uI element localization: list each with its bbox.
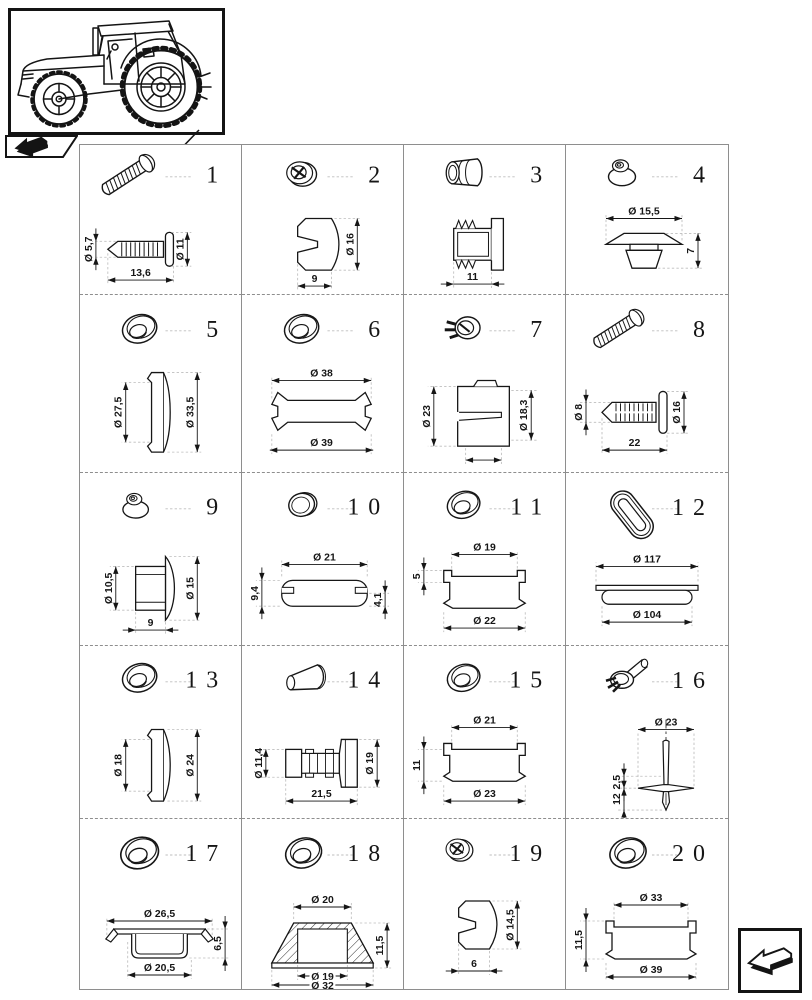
part-cell-19 (404, 819, 566, 989)
parts-grid (79, 144, 729, 990)
dimension-drawing (114, 373, 202, 453)
dim-label: Ø 38 (310, 368, 333, 380)
cross-slot-clip-pictorial-icon (446, 839, 473, 861)
item-number: 18 (347, 840, 390, 868)
two-tier-grommet-pictorial-icon (123, 493, 148, 518)
part-cell-2 (242, 145, 404, 295)
part-cell-15 (404, 646, 566, 819)
dim-label: Ø 16 (345, 233, 357, 256)
item-number: 19 (509, 840, 552, 868)
dim-label: 9 (311, 274, 318, 286)
part-cell-9 (80, 473, 242, 646)
part-cell-8 (566, 295, 728, 473)
dim-label: Ø 32 (311, 980, 334, 989)
part-cell-4 (566, 145, 728, 295)
dim-label: Ø 33,5 (185, 396, 197, 428)
item-number: 1 (206, 162, 228, 189)
dim-label: Ø 18 (113, 753, 125, 777)
dim-label: Ø 27,5 (113, 396, 125, 428)
item-number: 8 (693, 316, 714, 343)
dimension-drawing (446, 901, 522, 975)
grommet-pictorial-icon (606, 833, 650, 872)
dim-label: Ø 18,3 (519, 399, 531, 431)
item-number: 14 (347, 667, 390, 694)
item-number: 10 (347, 494, 390, 521)
grommet-pictorial-icon (281, 310, 323, 347)
part-cell-20 (566, 819, 728, 989)
dim-label: 2,5 (611, 774, 624, 790)
part-cell-13 (80, 646, 242, 819)
dim-label: Ø 8 (573, 403, 586, 421)
dim-label: Ø 21 (473, 715, 496, 727)
dim-label: Ø 23 (421, 405, 433, 428)
dimension-drawing (104, 557, 201, 635)
item-number: 13 (185, 667, 228, 694)
dimension-drawing (606, 207, 702, 269)
dimension-drawing (272, 895, 391, 989)
tractor-thumbnail (8, 8, 225, 135)
dim-label: Ø 22 (473, 616, 496, 628)
dimension-drawing (596, 555, 698, 627)
part-cell-18 (242, 819, 404, 989)
cross-slot-clip-pictorial-icon (287, 162, 317, 186)
tractor-icon (11, 11, 222, 132)
part-cell-7 (404, 295, 566, 473)
item-number: 5 (206, 316, 228, 343)
dim-label: Ø 33 (639, 892, 663, 904)
dim-label: Ø 11,4 (253, 747, 265, 779)
part-cell-12 (566, 473, 728, 646)
part-cell-11 (404, 473, 566, 646)
dim-label: 6,5 (213, 936, 225, 951)
screw-pictorial-icon (590, 306, 647, 352)
dimension-drawing (114, 730, 202, 802)
dim-label: 21,5 (311, 789, 332, 801)
dim-label: 5 (411, 573, 423, 580)
dim-label: Ø 19 (365, 752, 377, 775)
dim-label: 9 (147, 618, 154, 630)
grommet-pictorial-icon (444, 487, 484, 522)
part-cell-3 (404, 145, 566, 295)
dim-label: 9,4 (249, 586, 261, 601)
ribbed-plug-pictorial-icon (446, 159, 482, 186)
dim-label: Ø 23 (473, 789, 496, 801)
item-number: 3 (530, 162, 552, 189)
dim-label: Ø 19 (311, 971, 334, 983)
grommet-pictorial-icon (282, 833, 326, 872)
dimension-drawing (612, 718, 694, 818)
dim-label: Ø 11 (175, 238, 187, 261)
dim-label: 11,5 (375, 935, 387, 956)
dimension-drawing (298, 219, 362, 291)
part-cell-16 (566, 646, 728, 819)
item-number: 17 (185, 840, 228, 868)
part-cell-5 (80, 295, 242, 473)
forward-arrow-icon (745, 943, 795, 979)
item-number: 20 (672, 841, 714, 867)
dim-label: Ø 19 (473, 542, 496, 554)
dim-label: Ø 117 (633, 554, 661, 566)
item-number: 12 (672, 494, 714, 521)
dimension-drawing (573, 892, 696, 981)
part-cell-17 (80, 819, 242, 989)
dim-label: Ø 21 (313, 552, 336, 564)
dimension-drawing (422, 381, 537, 465)
prong-clip-pictorial-icon (445, 317, 480, 339)
rivet-pictorial-icon (606, 659, 648, 692)
item-number: 4 (692, 162, 714, 189)
dim-label: Ø 20,5 (143, 962, 176, 975)
dimension-drawing (441, 219, 505, 289)
dim-label: 4,1 (373, 592, 385, 608)
dim-label: 11 (467, 272, 479, 284)
dim-label: Ø 39 (310, 438, 333, 450)
screw-pictorial-icon (98, 151, 158, 199)
item-number: 15 (509, 667, 552, 694)
grommet-pictorial-icon (117, 832, 163, 873)
dim-label: Ø 20 (311, 894, 334, 907)
dim-label: Ø 104 (632, 610, 662, 622)
part-cell-10 (242, 473, 404, 646)
dim-label: Ø 15,5 (628, 206, 660, 218)
dim-label: 7 (685, 247, 698, 254)
dim-label: Ø 14,5 (505, 909, 517, 941)
dim-label: Ø 15 (185, 577, 197, 600)
item-number: 6 (368, 316, 390, 343)
dim-label: Ø 26,5 (143, 908, 176, 921)
dim-label: Ø 23 (654, 717, 678, 729)
grommet-pictorial-icon (119, 310, 161, 347)
dim-label: 11 (411, 759, 423, 771)
oval-grommet-pictorial-icon (606, 486, 658, 543)
item-number: 2 (368, 162, 390, 189)
dimension-drawing (574, 389, 688, 454)
dimension-drawing (250, 552, 389, 619)
item-number: 11 (510, 494, 552, 521)
dim-label: 12 (611, 793, 624, 805)
grommet-pictorial-icon (444, 660, 484, 695)
grommet-pictorial-icon (119, 659, 161, 696)
part-cell-14 (242, 646, 404, 819)
dimension-drawing (84, 228, 191, 284)
dimension-drawing (412, 543, 525, 633)
dimension-drawing (106, 909, 229, 979)
nav-back-button[interactable] (5, 135, 78, 158)
dim-label: 22 (628, 438, 641, 450)
part-cell-6 (242, 295, 404, 473)
part-cell-1 (80, 145, 242, 295)
two-tier-grommet-pictorial-icon (609, 160, 636, 186)
dimension-drawing (270, 369, 373, 455)
dimension-drawing (412, 716, 525, 806)
cone-bush-pictorial-icon (287, 665, 326, 690)
dimension-drawing (254, 739, 381, 805)
dim-label: Ø 5,7 (83, 236, 95, 263)
dim-label: Ø 24 (185, 753, 197, 777)
dim-label: Ø 10,5 (103, 572, 115, 604)
flat-plug-pictorial-icon (286, 490, 319, 519)
item-number: 16 (672, 667, 714, 694)
item-number: 9 (206, 494, 228, 521)
dim-label: Ø 16 (671, 401, 684, 424)
dim-label: 13,6 (130, 268, 151, 280)
nav-forward-button[interactable] (738, 928, 802, 993)
dim-label: Ø 39 (639, 964, 663, 976)
dim-label: 11,5 (573, 930, 585, 950)
item-number: 7 (530, 316, 552, 343)
dim-label: 6 (471, 958, 477, 971)
